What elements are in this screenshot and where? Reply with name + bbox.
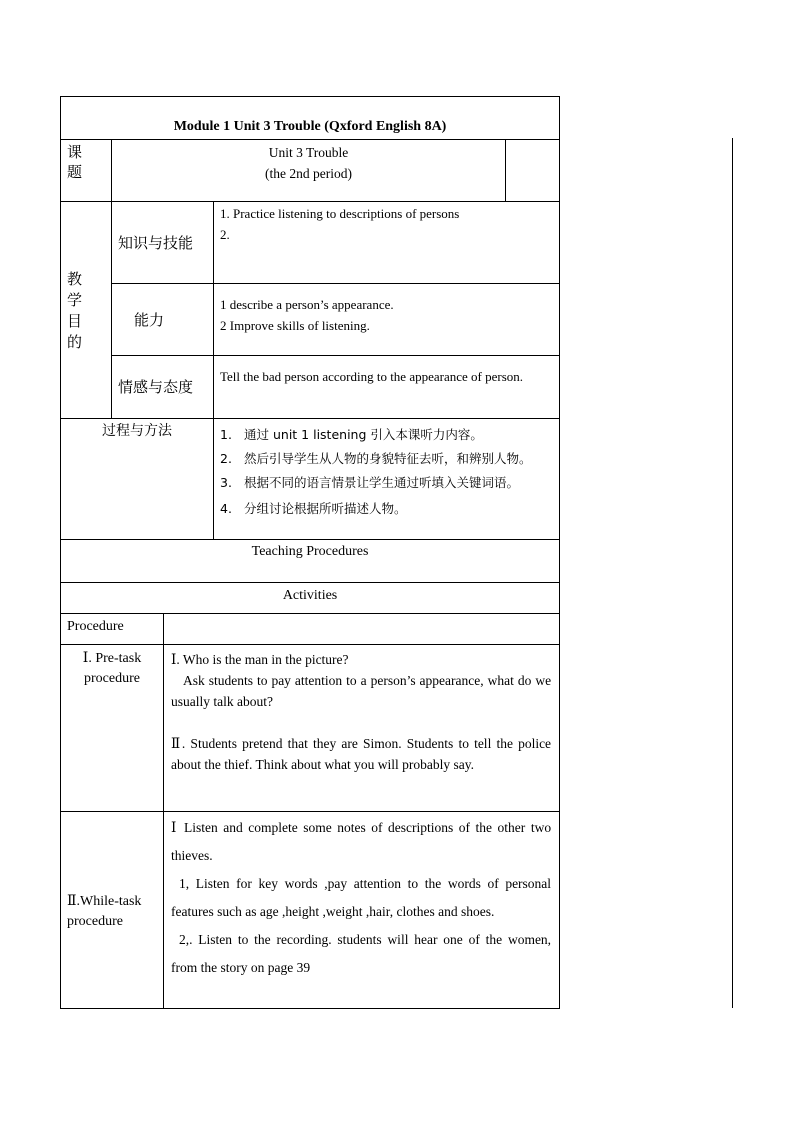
process-label-cell	[61, 419, 214, 540]
topic-label: 课题	[67, 143, 83, 181]
whiletask-step-intro: Ⅰ Listen and complete some notes of descriptions of the other two thieves.	[171, 820, 552, 863]
procedures-heading-cell	[61, 540, 560, 583]
whiletask-content-cell	[164, 812, 560, 1009]
knowledge-line-2: 2.	[220, 227, 230, 242]
topic-unit: Unit 3 Trouble	[268, 145, 349, 160]
knowledge-label-cell	[112, 202, 214, 284]
whiletask-step-2: 2,. Listen to the recording. students will hear one of the women, from the story on page 39	[171, 932, 552, 975]
process-label: 过程与方法	[102, 423, 172, 439]
procedure-label-cell	[61, 614, 164, 645]
objectives-label: 教学目的	[67, 270, 83, 351]
lesson-plan-table	[60, 96, 560, 1009]
pretask-instruction: Ask students to pay attention to a person’s appearance, what do we usually talk about?	[171, 673, 552, 709]
activities-heading: Activities	[282, 588, 338, 603]
process-item: 2. 然后引导学生从人物的身貌特征去听，和辨别人物。	[220, 451, 532, 466]
process-item: 3. 根据不同的语言情景让学生通过听填入关键词语。	[220, 475, 520, 490]
process-item: 4. 分组讨论根据所听描述人物。	[220, 501, 407, 516]
spacer	[171, 712, 551, 733]
lesson-title: Module 1 Unit 3 Trouble (Qxford English 8A)	[173, 119, 447, 134]
lesson-title-cell	[61, 97, 560, 140]
whiletask-label-cell	[61, 812, 164, 1009]
ability-line-1: 1 describe a person’s appearance.	[220, 297, 394, 312]
pretask-question: Ⅰ. Who is the man in the picture?	[171, 652, 349, 667]
emotion-text: Tell the bad person according to the appearance of person.	[220, 369, 524, 384]
objectives-label-cell	[61, 202, 112, 419]
emotion-label: 情感与态度	[118, 378, 194, 396]
pretask-label-cell	[61, 645, 164, 812]
procedure-label: Procedure	[67, 619, 124, 634]
whiletask-step-1: 1, Listen for key words ,pay attention to the words of personal features such as age ,height ,weight ,hair, clothes and shoes.	[171, 876, 552, 919]
topic-content-cell	[112, 140, 506, 202]
process-item: 1. 通过 unit 1 listening 引入本课听力内容。	[220, 427, 483, 442]
pretask-label-line-1: Ⅰ. Pre-task	[82, 651, 142, 666]
topic-period: (the 2nd period)	[265, 166, 352, 181]
whiletask-label-line-1: Ⅱ.While-task	[67, 894, 142, 909]
pretask-label-line-2: procedure	[84, 671, 140, 686]
topic-empty-cell	[506, 140, 560, 202]
procedures-heading: Teaching Procedures	[251, 544, 369, 559]
emotion-label-cell	[112, 356, 214, 419]
pretask-roleplay: Ⅱ. Students pretend that they are Simon. Students to tell the police about the thief. Think about what you will probably say.	[171, 736, 552, 772]
ability-content-cell	[214, 284, 560, 356]
procedure-empty-cell	[164, 614, 560, 645]
whiletask-label-line-2: procedure	[67, 914, 123, 929]
process-list-cell	[214, 419, 560, 540]
ability-label-cell	[112, 284, 214, 356]
page-margin-line	[732, 138, 733, 1008]
knowledge-line-1: 1. Practice listening to descriptions of persons	[220, 206, 460, 221]
ability-label: 能力	[134, 310, 165, 329]
knowledge-content-cell	[214, 202, 560, 284]
emotion-content-cell	[214, 356, 560, 419]
activities-heading-cell	[61, 583, 560, 614]
topic-label-cell	[61, 140, 112, 202]
pretask-content-cell	[164, 645, 560, 812]
knowledge-label: 知识与技能	[118, 233, 194, 252]
ability-line-2: 2 Improve skills of listening.	[220, 318, 370, 333]
